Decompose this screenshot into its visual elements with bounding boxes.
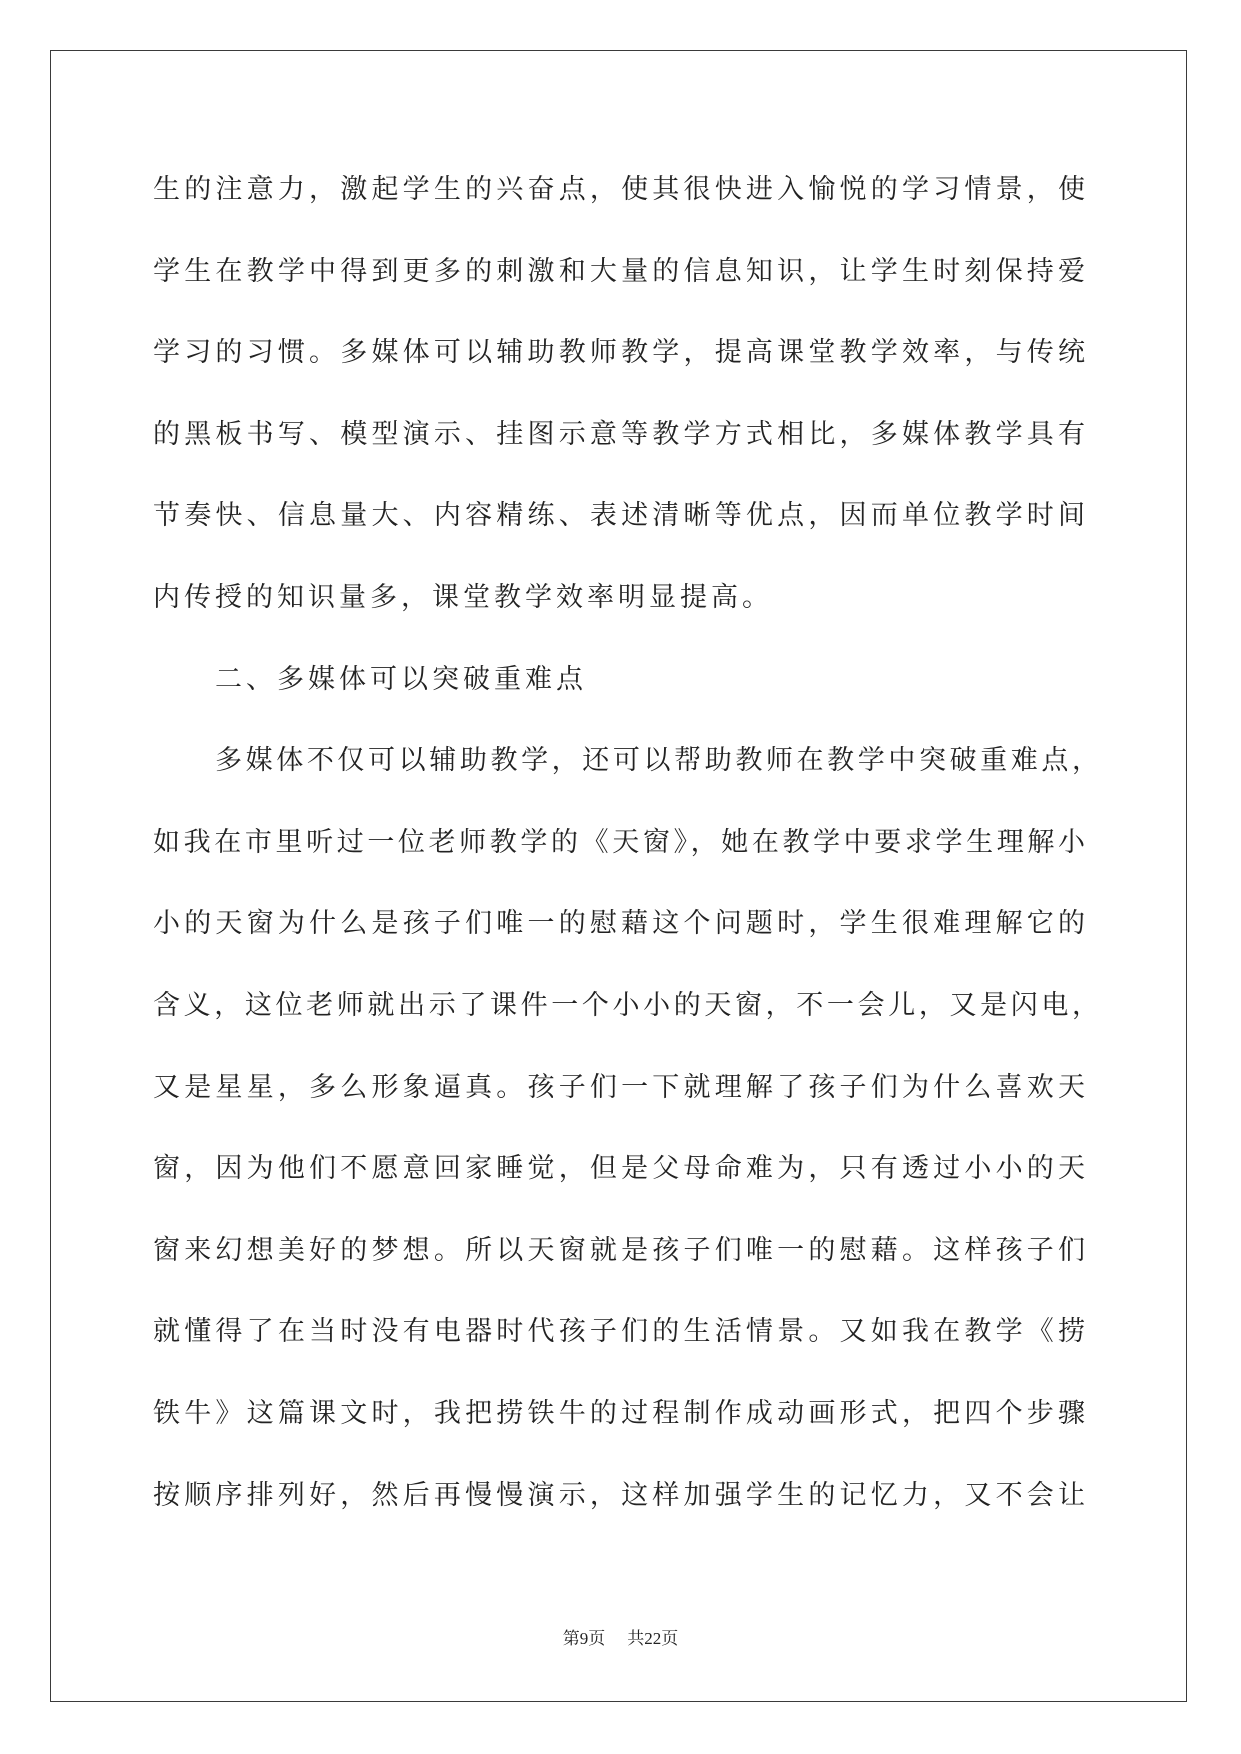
text-line: 按顺序排列好，然后再慢慢演示，这样加强学生的记忆力，又不会让: [153, 1479, 1085, 1511]
section-heading: 二、多媒体可以突破重难点: [215, 663, 587, 695]
text-line: 小的天窗为什么是孩子们唯一的慰藉这个问题时，学生很难理解它的: [153, 908, 1085, 940]
text-line: 窗，因为他们不愿意回家睡觉，但是父母命难为，只有透过小小的天: [153, 1153, 1085, 1185]
text-line: 多媒体不仅可以辅助教学，还可以帮助教师在教学中突破重难点，: [215, 745, 1099, 777]
text-line: 窗来幻想美好的梦想。所以天窗就是孩子们唯一的慰藉。这样孩子们: [153, 1234, 1085, 1266]
text-line: 学习的习惯。多媒体可以辅助教师教学，提高课堂教学效率，与传统: [153, 337, 1085, 369]
page-number: 第9页: [562, 1629, 606, 1648]
text-line: 内传授的知识量多，课堂教学效率明显提高。: [153, 581, 773, 613]
page-footer: [0, 1624, 1241, 1654]
text-line: 如我在市里听过一位老师教学的《天窗》，她在教学中要求学生理解小: [153, 826, 1085, 858]
text-line: 就懂得了在当时没有电器时代孩子们的生活情景。又如我在教学《捞: [153, 1316, 1085, 1348]
text-line: 学生在教学中得到更多的刺激和大量的信息知识，让学生时刻保持爱: [153, 255, 1085, 287]
text-line: 生的注意力，激起学生的兴奋点，使其很快进入愉悦的学习情景，使: [153, 174, 1085, 205]
text-line: 的黑板书写、模型演示、挂图示意等教学方式相比，多媒体教学具有: [153, 418, 1085, 450]
document-body: [153, 149, 1099, 1536]
text-line: 节奏快、信息量大、内容精练、表述清晰等优点，因而单位教学时间: [153, 500, 1085, 532]
text-line: 又是星星，多么形象逼真。孩子们一下就理解了孩子们为什么喜欢天: [153, 1071, 1085, 1103]
text-line: 铁牛》这篇课文时，我把捞铁牛的过程制作成动画形式，把四个步骤: [153, 1397, 1085, 1429]
text-line: 含义，这位老师就出示了课件一个小小的天窗，不一会儿，又是闪电，: [153, 989, 1099, 1021]
page-total: 共22页: [627, 1629, 679, 1648]
